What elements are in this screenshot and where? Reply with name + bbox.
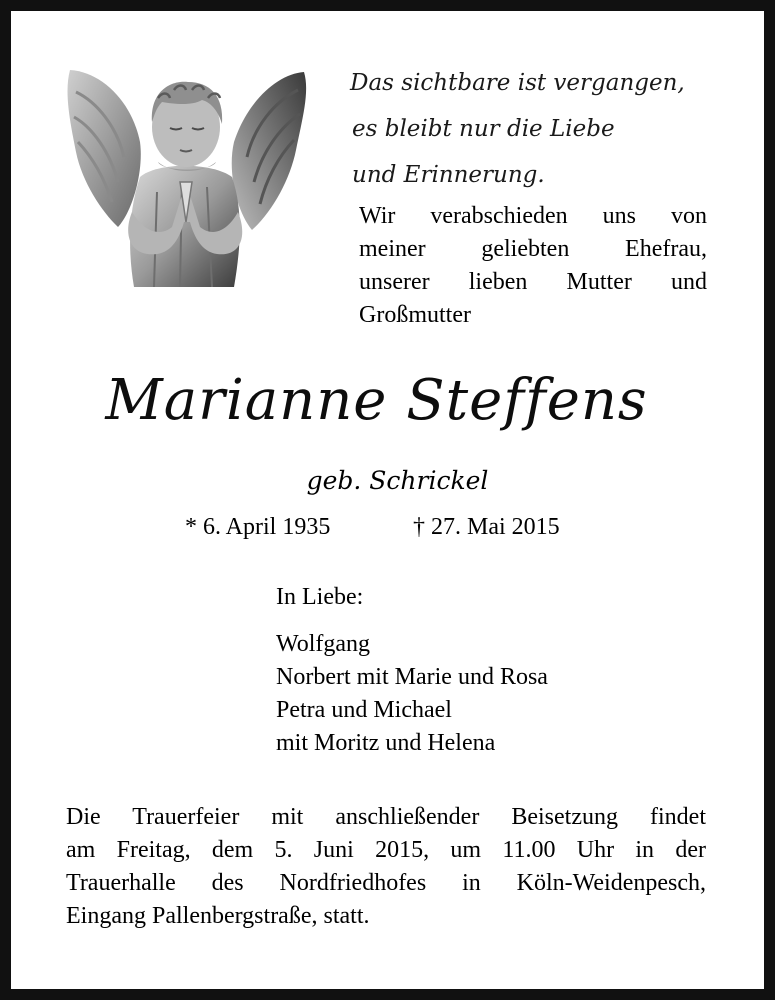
death-date: † 27. Mai 2015 [413, 514, 560, 540]
service-line: am Freitag, dem 5. Juni 2015, um 11.00 Uhr in der [66, 837, 706, 863]
mourner-name: Petra und Michael [276, 697, 452, 723]
mourner-name: mit Moritz und Helena [276, 730, 496, 756]
maiden-name: geb. Schrickel [306, 466, 489, 495]
funeral-service-info [66, 801, 706, 933]
deceased-name: Marianne Steffens [105, 368, 648, 433]
mourner-name: Norbert mit Marie und Rosa [276, 664, 548, 690]
service-line: Die Trauerfeier mit anschließender Beisetzung findet [66, 804, 706, 830]
memorial-quote [350, 60, 710, 198]
quote-line: Das sichtbare ist vergangen, [350, 70, 685, 96]
intro-line: Großmutter [359, 302, 471, 328]
service-line: Trauerhalle des Nordfriedhofes in Köln-Weidenpesch, [66, 870, 706, 896]
intro-line: Wir verabschieden uns von [359, 203, 707, 229]
intro-line: meiner geliebten Ehefrau, [359, 236, 707, 262]
quote-line: und Erinnerung. [352, 162, 545, 188]
praying-angel-statue-icon [62, 62, 312, 287]
birth-date: * 6. April 1935 [185, 514, 331, 540]
mourner-name: Wolfgang [276, 631, 371, 657]
intro-text [359, 200, 707, 332]
quote-line: es bleibt nur die Liebe [352, 116, 615, 142]
intro-line: unserer lieben Mutter und [359, 269, 707, 295]
mourners-label: In Liebe: [276, 584, 364, 610]
mourners-list [276, 628, 548, 760]
service-line: Eingang Pallenbergstraße, statt. [66, 903, 370, 929]
